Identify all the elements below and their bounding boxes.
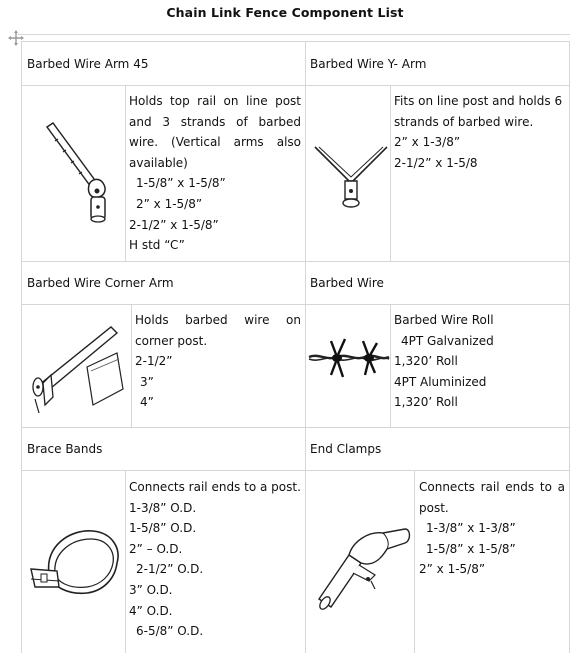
- row-divider: [21, 261, 570, 262]
- cell-divider: [414, 470, 415, 653]
- barbed-wire-icon: [309, 333, 389, 381]
- component-description: [394, 310, 570, 413]
- description-line: 1,320’ Roll: [394, 395, 458, 410]
- component-label-brace-bands: Brace Bands: [27, 442, 103, 456]
- description-line: 1-3/8” O.D.: [129, 500, 197, 515]
- description-line: 2” x 1-5/8”: [419, 562, 486, 577]
- cell-divider: [131, 304, 132, 427]
- barbed-wire-corner-arm-icon: [29, 323, 129, 413]
- component-description: [419, 477, 565, 580]
- description-line: 1-3/8” x 1-3/8”: [426, 521, 516, 536]
- cell-divider: [125, 85, 126, 261]
- description-line: 2-1/2” x 1-5/8”: [129, 217, 219, 232]
- description-line: 1-5/8” x 1-5/8”: [426, 541, 516, 556]
- end-clamp-icon: [313, 519, 413, 609]
- component-label-end-clamps: End Clamps: [310, 442, 382, 456]
- description-line: wire. (Vertical arms also: [129, 135, 301, 150]
- component-label-barbed-wire-y-arm: Barbed Wire Y- Arm: [310, 57, 427, 71]
- description-line: 4PT Galvanized: [401, 333, 494, 348]
- brace-band-icon: [29, 517, 125, 607]
- component-label-barbed-wire-arm: Barbed Wire Arm 45: [27, 57, 149, 71]
- component-description: [129, 477, 307, 642]
- description-line: 3” O.D.: [129, 582, 173, 597]
- description-line: and 3 strands of barbed: [129, 114, 301, 129]
- row-divider: [21, 304, 570, 305]
- description-line: 2-1/2” x 1-5/8: [394, 155, 478, 170]
- barbed-wire-y-arm-icon: [311, 141, 391, 221]
- description-line: Holds barbed wire on: [135, 313, 301, 327]
- component-description: [394, 91, 570, 173]
- description-line: strands of barbed wire.: [394, 114, 534, 129]
- cell-divider: [125, 470, 126, 653]
- description-line: Fits on line post and holds 6: [394, 94, 563, 108]
- description-line: 1,320’ Roll: [394, 354, 458, 369]
- component-description: [129, 91, 301, 256]
- component-table: [21, 41, 570, 653]
- description-line: 1-5/8” O.D.: [129, 521, 197, 536]
- row-divider: [21, 470, 570, 471]
- component-description: [135, 310, 301, 413]
- cell-divider: [390, 304, 391, 427]
- description-line: 4” O.D.: [129, 603, 173, 618]
- description-line: 2” x 1-3/8”: [394, 135, 461, 150]
- row-divider: [21, 85, 570, 86]
- description-line: 2-1/2” O.D.: [136, 562, 204, 577]
- description-line: 2” x 1-5/8”: [136, 196, 203, 211]
- description-line: 3”: [140, 374, 154, 389]
- description-line: post.: [419, 500, 449, 515]
- table-border-top: [21, 41, 570, 42]
- description-line: 2-1/2”: [135, 354, 173, 369]
- description-line: 4”: [140, 395, 154, 410]
- description-line: available): [129, 155, 188, 170]
- description-line: corner post.: [135, 333, 208, 348]
- barbed-wire-arm-45-icon: [41, 121, 121, 231]
- description-line: Connects rail ends to a post.: [129, 480, 301, 494]
- description-line: Holds top rail on line post: [129, 94, 301, 108]
- description-line: 2” – O.D.: [129, 541, 183, 556]
- top-divider: [18, 34, 570, 35]
- description-line: Barbed Wire Roll: [394, 313, 494, 327]
- description-line: Connects rail ends to a: [419, 480, 565, 494]
- page-title: Chain Link Fence Component List: [166, 5, 404, 20]
- component-label-barbed-wire-corner-arm: Barbed Wire Corner Arm: [27, 276, 174, 290]
- table-border-left: [21, 41, 22, 653]
- description-line: 4PT Aluminized: [394, 374, 487, 389]
- component-label-barbed-wire: Barbed Wire: [310, 276, 384, 290]
- description-line: 6-5/8” O.D.: [136, 624, 204, 639]
- description-line: H std “C”: [129, 238, 185, 253]
- description-line: 1-5/8” x 1-5/8”: [136, 176, 226, 191]
- row-divider: [21, 427, 570, 428]
